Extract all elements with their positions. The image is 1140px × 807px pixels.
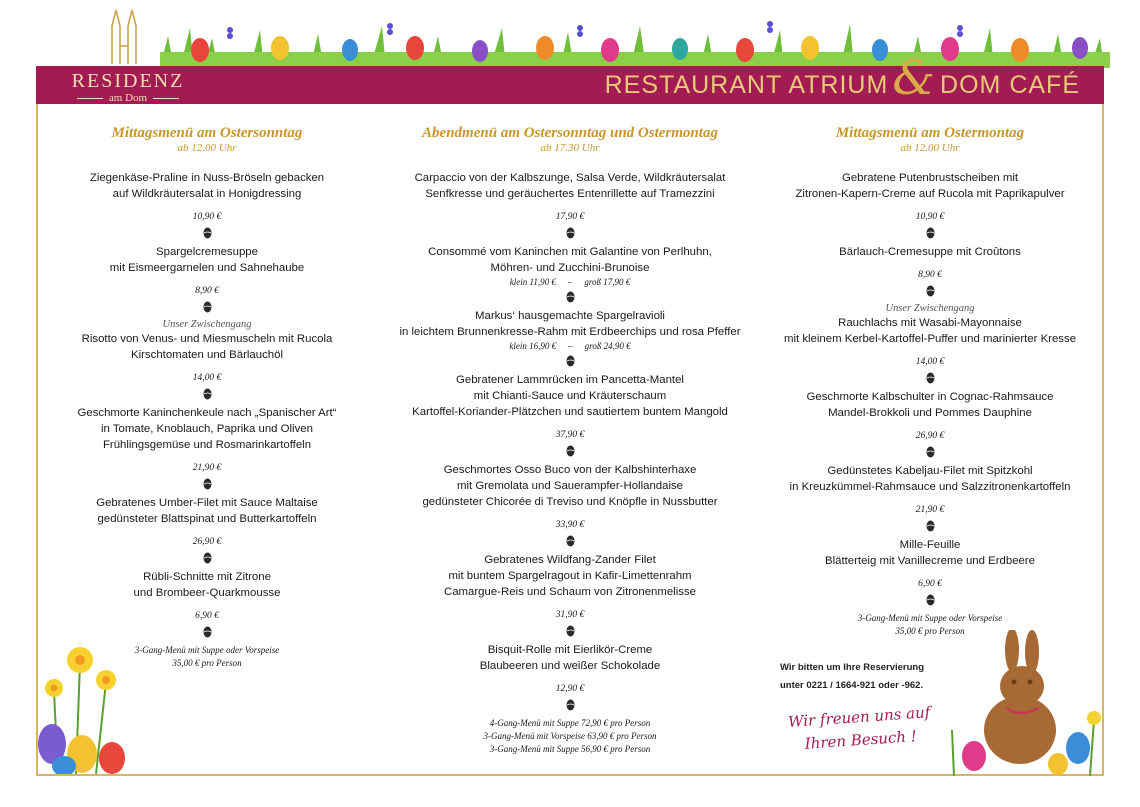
menu-course	[772, 389, 1088, 458]
course-price: 14,00 €	[192, 373, 222, 383]
course-price: 10,90 €	[915, 212, 945, 222]
course-line: gedünsteter Blattspinat und Butterkartoffeln	[97, 513, 317, 525]
ampersand: &	[892, 50, 937, 106]
menu-course	[48, 405, 366, 490]
course-price: 14,00 €	[915, 357, 945, 367]
course-line: Carpaccio von der Kalbszunge, Salsa Verde, Wildkräutersalat	[414, 172, 726, 184]
easter-bunny-decoration	[948, 630, 1104, 776]
course-line: mit Eismeergarnelen und Sahnehaube	[109, 262, 305, 274]
menu-course	[772, 170, 1088, 239]
column-time: ab 17.30 Uhr	[540, 142, 600, 154]
residenz-logo	[58, 70, 198, 104]
course-line: Spargelcremesuppe	[156, 246, 258, 258]
course-line: Ziegenkäse-Praline in Nuss-Bröseln gebacken	[89, 172, 325, 184]
menu-package-note: 3-Gang-Menü mit Suppe oder Vorspeise	[134, 645, 280, 655]
menu-course	[772, 463, 1088, 532]
menu-package-note: 35,00 € pro Person	[172, 658, 242, 668]
egg-divider-icon	[203, 227, 212, 239]
price-large: groß 17,90 €	[584, 277, 631, 287]
menu-course	[48, 495, 366, 564]
egg-divider-icon	[566, 445, 575, 457]
menu-course	[48, 318, 366, 400]
course-price: 8,90 €	[195, 286, 219, 296]
menu-course	[384, 552, 756, 637]
course-line: Möhren- und Zucchini-Brunoise	[490, 262, 650, 274]
course-line: mit kleinem Kerbel-Kartoffel-Puffer und marinierter Kresse	[783, 333, 1077, 345]
egg-divider-icon	[926, 520, 935, 532]
greeting-line: Ihren Besuch !	[804, 727, 918, 753]
restaurant-title	[604, 50, 1080, 106]
course-line: mit buntem Spargelragout in Kafir-Limettenrahm	[448, 570, 692, 582]
course-price: 6,90 €	[918, 579, 942, 589]
reservation-line: Wir bitten um Ihre Reservierung	[780, 662, 925, 673]
price-separator: –	[568, 341, 573, 351]
egg-divider-icon	[203, 626, 212, 638]
course-price: 10,90 €	[192, 212, 222, 222]
course-line: Mandel-Brokkoli und Pommes Dauphine	[828, 407, 1032, 419]
column-title: Mittagsmenü am Ostermontag	[835, 125, 1025, 141]
egg-divider-icon	[566, 355, 575, 367]
price-small: klein 16,90 €	[509, 341, 557, 351]
course-line: Gebratener Lammrücken im Pancetta-Mantel	[456, 374, 684, 386]
course-line: Gebratene Putenbrustscheiben mit	[841, 172, 1019, 184]
menu-course	[384, 170, 756, 239]
course-line: Risotto von Venus- und Miesmuscheln mit Rucola	[81, 333, 333, 345]
course-line: Gedünstetes Kabeljau-Filet mit Spitzkohl	[827, 465, 1033, 477]
menu-column	[48, 124, 366, 670]
column-title: Mittagsmenü am Ostersonntag	[111, 125, 303, 141]
course-line: auf Wildkräutersalat in Honigdressing	[112, 188, 302, 200]
course-line: Gebratenes Wildfang-Zander Filet	[484, 554, 656, 566]
course-line: Zitronen-Kapern-Creme auf Rucola mit Paprikapulver	[795, 188, 1065, 200]
logo-title: RESIDENZ	[71, 70, 185, 92]
menu-package-note: 35,00 € pro Person	[895, 626, 965, 636]
menu-package-note: 4-Gang-Menü mit Suppe 72,90 € pro Person	[489, 718, 651, 728]
course-price: 12,90 €	[555, 684, 585, 694]
egg-divider-icon	[926, 285, 935, 297]
price-separator: –	[567, 277, 573, 287]
course-price: 37,90 €	[555, 430, 585, 440]
menu-course	[772, 302, 1088, 384]
easter-grass-decoration	[160, 8, 1110, 68]
price-large: groß 24,90 €	[584, 341, 631, 351]
menu-course	[772, 537, 1088, 606]
cathedral-logo-icon	[106, 6, 142, 64]
course-line: mit Chianti-Sauce und Kräuterschaum	[473, 390, 667, 402]
menu-course	[48, 244, 366, 313]
course-price: 6,90 €	[195, 611, 219, 621]
course-price: 33,90 €	[555, 520, 585, 530]
course-intro: Unser Zwischengang	[885, 303, 975, 314]
menu-course	[384, 372, 756, 457]
course-line: Bärlauch-Cremesuppe mit Croûtons	[839, 246, 1021, 258]
course-line: Senfkresse und geräuchertes Entenrillette auf Tramezzini	[425, 188, 715, 200]
menu-package-note: 3-Gang-Menü mit Suppe 56,90 € pro Person	[489, 744, 651, 754]
course-line: Bisquit-Rolle mit Eierlikör-Creme	[487, 644, 653, 656]
egg-divider-icon	[926, 446, 935, 458]
course-price: 21,90 €	[192, 463, 222, 473]
egg-divider-icon	[926, 594, 935, 606]
course-intro: Unser Zwischengang	[162, 319, 252, 330]
egg-divider-icon	[566, 699, 575, 711]
course-line: Kirschtomaten und Bärlauchöl	[131, 349, 283, 361]
daffodil-eggs-decoration	[36, 622, 136, 774]
egg-divider-icon	[203, 301, 212, 313]
course-line: Kartoffel-Koriander-Plätzchen und sautiertem buntem Mangold	[412, 406, 728, 418]
egg-divider-icon	[926, 372, 935, 384]
course-line: Geschmorte Kaninchenkeule nach „Spanischer Art“	[77, 407, 337, 419]
menu-course	[384, 244, 756, 303]
course-line: Geschmorte Kalbschulter in Cognac-Rahmsauce	[806, 391, 1054, 403]
column-title: Abendmenü am Ostersonntag und Ostermontag	[422, 125, 718, 141]
egg-divider-icon	[203, 478, 212, 490]
course-price: 26,90 €	[915, 431, 945, 441]
egg-divider-icon	[203, 388, 212, 400]
course-line: Frühlingsgemüse und Rosmarinkartoffeln	[102, 439, 312, 451]
course-line: mit Gremolata und Sauerampfer-Hollandaise	[456, 480, 684, 492]
logo-subtitle	[58, 92, 198, 104]
price-small: klein 11,90 €	[509, 277, 556, 287]
logo-divider	[153, 98, 179, 99]
egg-divider-icon	[566, 625, 575, 637]
course-line: Blaubeeren und weißer Schokolade	[479, 660, 661, 672]
menu-column	[384, 124, 756, 756]
egg-divider-icon	[566, 535, 575, 547]
course-line: in Tomate, Knoblauch, Paprika und Oliven	[101, 423, 313, 435]
course-line: Consommé vom Kaninchen mit Galantine von Perlhuhn,	[428, 246, 712, 258]
course-line: Rauchlachs mit Wasabi-Mayonnaise	[838, 317, 1022, 329]
cafe-name: DOM CAFÉ	[940, 70, 1080, 99]
egg-divider-icon	[566, 227, 575, 239]
course-line: Gebratenes Umber-Filet mit Sauce Maltaise	[96, 497, 318, 509]
course-line: Rübli-Schnitte mit Zitrone	[143, 571, 271, 583]
reservation-phone: unter 0221 / 1664-921 oder -962.	[780, 680, 924, 691]
course-price: 21,90 €	[915, 505, 945, 515]
column-time: ab 12.00 Uhr	[177, 142, 237, 154]
course-line: Geschmortes Osso Buco von der Kalbshinterhaxe	[443, 464, 697, 476]
course-line: in leichtem Brunnenkresse-Rahm mit Erdbeerchips und rosa Pfeffer	[399, 326, 741, 338]
egg-divider-icon	[926, 227, 935, 239]
menu-course	[772, 244, 1088, 297]
egg-divider-icon	[203, 552, 212, 564]
greeting-line: Wir freuen uns auf	[787, 703, 931, 731]
logo-divider	[77, 98, 103, 99]
menu-course	[384, 308, 756, 367]
course-price-split	[384, 340, 756, 352]
course-price: 31,90 €	[555, 610, 585, 620]
course-line: Markus‘ hausgemachte Spargelravioli	[475, 310, 665, 322]
course-line: Camargue-Reis und Schaum von Zitronenmelisse	[444, 586, 696, 598]
course-line: und Brombeer-Quarkmousse	[133, 587, 281, 599]
course-line: Blätterteig mit Vanillecreme und Erdbeere	[825, 555, 1035, 567]
course-price: 26,90 €	[192, 537, 222, 547]
course-line: Mille-Feuille	[899, 539, 961, 551]
course-price: 8,90 €	[918, 270, 942, 280]
menu-package-note: 3-Gang-Menü mit Vorspeise 63,90 € pro Person	[483, 731, 657, 741]
restaurant-name: RESTAURANT ATRIUM	[604, 70, 889, 99]
menu-course	[384, 462, 756, 547]
menu-course	[48, 170, 366, 239]
egg-divider-icon	[566, 291, 575, 303]
course-price-split	[384, 276, 756, 288]
course-line: in Kreuzkümmel-Rahmsauce und Salzzitronenkartoffeln	[789, 481, 1071, 493]
menu-column	[772, 124, 1088, 638]
reservation-note	[780, 659, 950, 695]
menu-package-note: 3-Gang-Menü mit Suppe oder Vorspeise	[857, 613, 1003, 623]
column-time: ab 12.00 Uhr	[900, 142, 960, 154]
logo-subtitle-text: am Dom	[108, 92, 148, 104]
course-price: 17,90 €	[555, 212, 585, 222]
course-line: gedünsteter Chicorée di Treviso und Knöpfle in Nussbutter	[422, 496, 718, 508]
menu-course	[384, 642, 756, 711]
